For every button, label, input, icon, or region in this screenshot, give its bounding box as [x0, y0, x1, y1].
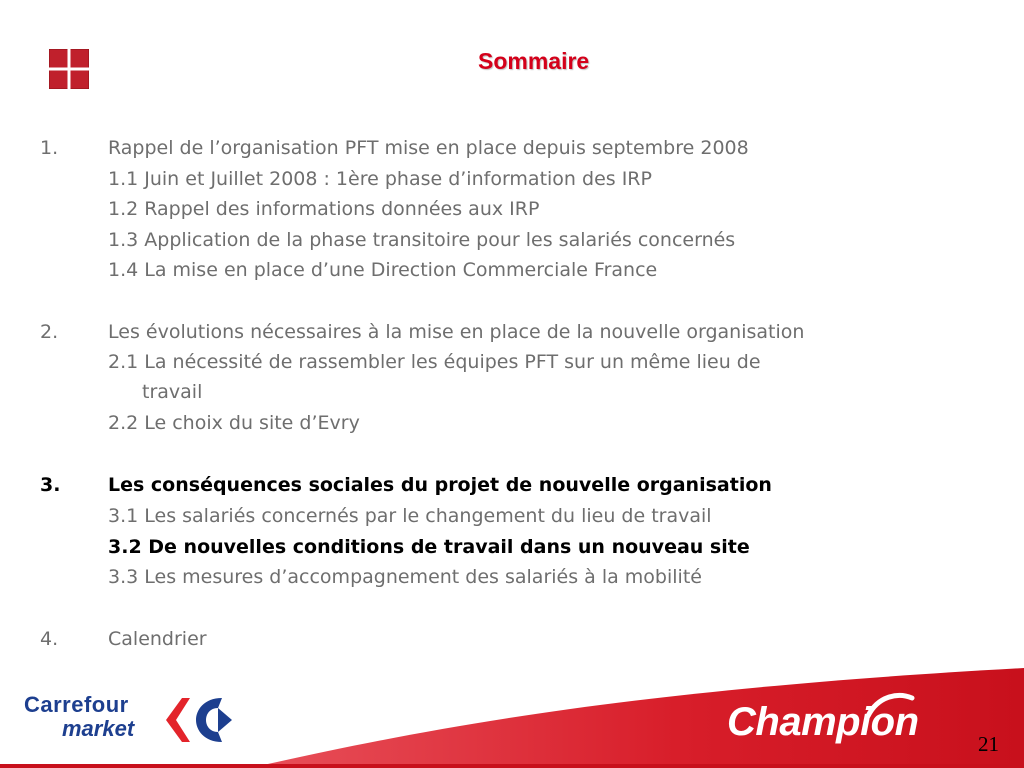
carrefour-symbol-icon: [160, 692, 252, 748]
toc-subitem: 1.3 Application de la phase transitoire pour les salariés concernés: [108, 229, 736, 251]
toc-text: Calendrier: [108, 628, 207, 650]
toc-subitem: 1.2 Rappel des informations données aux IRP: [108, 198, 540, 220]
toc-subitem: 1.4 La mise en place d’une Direction Commerciale France: [108, 259, 658, 281]
slide-title: Sommaire: [478, 48, 590, 74]
toc-subitem: 1.1 Juin et Juillet 2008 : 1ère phase d’information des IRP: [108, 168, 652, 190]
toc-subitem: 2.1 La nécessité de rassembler les équipes PFT sur un même lieu de: [108, 351, 761, 373]
toc-subitem-current: 3.2 De nouvelles conditions de travail dans un nouveau site: [108, 536, 750, 558]
grid-icon: [49, 49, 89, 89]
champion-logo: Champion: [727, 700, 919, 744]
page-number: 21: [978, 732, 999, 756]
toc-number: 4.: [40, 628, 59, 650]
market-wordmark: market: [62, 716, 135, 741]
toc-number: 1.: [40, 137, 59, 159]
toc-subitem: 2.2 Le choix du site d’Evry: [108, 412, 360, 434]
champion-swirl-icon: [860, 686, 920, 726]
toc-subitem-continued: travail: [142, 381, 203, 403]
carrefour-wordmark: Carrefour: [24, 692, 129, 717]
toc-text: Les évolutions nécessaires à la mise en place de la nouvelle organisation: [108, 321, 805, 343]
toc-number: 3.: [40, 474, 61, 496]
toc-number: 2.: [40, 321, 59, 343]
toc-text: Rappel de l’organisation PFT mise en place depuis septembre 2008: [108, 137, 749, 159]
toc-text: Les conséquences sociales du projet de nouvelle organisation: [108, 474, 772, 496]
toc-subitem: 3.1 Les salariés concernés par le changement du lieu de travail: [108, 505, 712, 527]
toc-subitem: 3.3 Les mesures d’accompagnement des salariés à la mobilité: [108, 566, 702, 588]
